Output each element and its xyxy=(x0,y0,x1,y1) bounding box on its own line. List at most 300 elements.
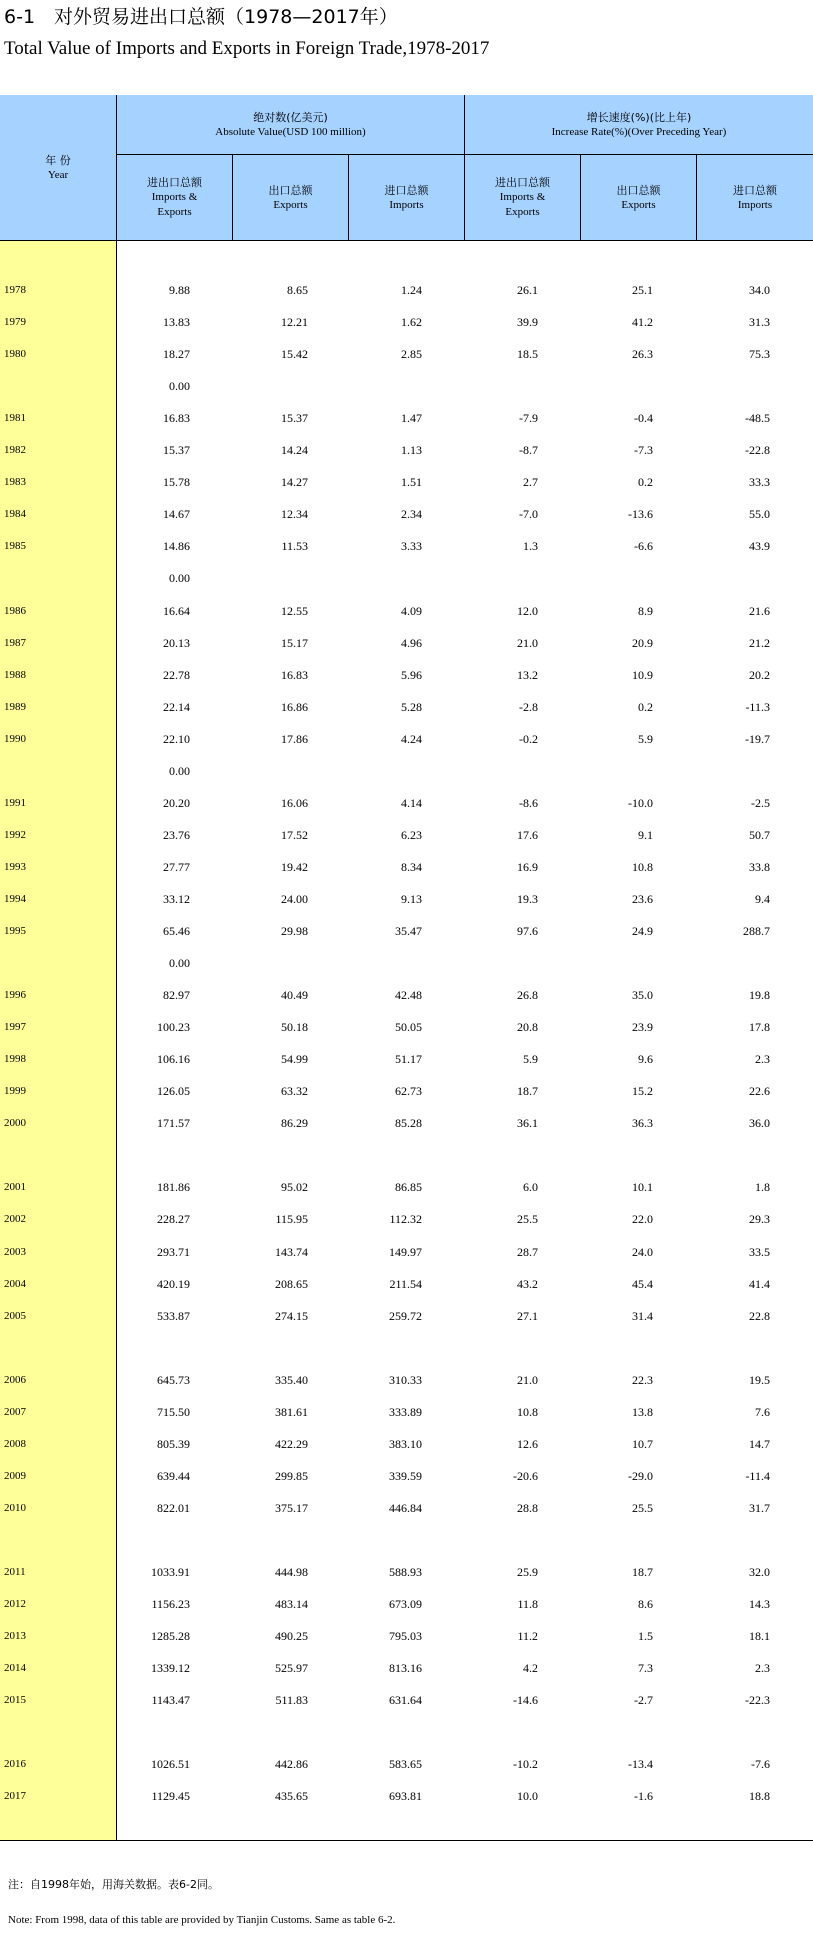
cell-r-total: 28.8 xyxy=(517,1500,538,1515)
cell-exp: 15.42 xyxy=(281,347,308,362)
cell-imp: 4.14 xyxy=(401,795,422,810)
cell-total: 228.27 xyxy=(157,1212,190,1227)
cell-total: 0.00 xyxy=(169,571,190,586)
cell-imp: 693.81 xyxy=(389,1789,422,1804)
row-year: 2010 xyxy=(4,1501,26,1514)
row-year: 1985 xyxy=(4,540,26,553)
cell-r-exp: 8.9 xyxy=(638,603,653,618)
cell-total: 100.23 xyxy=(157,1020,190,1035)
cell-total: 20.13 xyxy=(163,635,190,650)
cell-r-total: 17.6 xyxy=(517,827,538,842)
table-row xyxy=(0,1754,813,1774)
table-row xyxy=(0,1145,813,1165)
cell-total: 293.71 xyxy=(157,1244,190,1259)
cell-r-exp: 22.3 xyxy=(632,1372,653,1387)
cell-r-total: 20.8 xyxy=(517,1020,538,1035)
row-year: 1980 xyxy=(4,348,26,361)
cell-imp: 5.96 xyxy=(401,667,422,682)
cell-r-imp: -48.5 xyxy=(745,411,770,426)
table-row xyxy=(0,857,813,877)
header-abs-exports xyxy=(233,155,349,241)
cell-r-exp: 41.2 xyxy=(632,315,653,330)
table-row xyxy=(0,825,813,845)
cell-r-exp: -29.0 xyxy=(628,1468,653,1483)
cell-r-exp: 10.7 xyxy=(632,1436,653,1451)
table-row xyxy=(0,1081,813,1101)
cell-r-total: 28.7 xyxy=(517,1244,538,1259)
cell-r-exp: -6.6 xyxy=(634,539,653,554)
row-year: 1998 xyxy=(4,1053,26,1066)
cell-imp: 149.97 xyxy=(389,1244,422,1259)
cell-imp: 6.23 xyxy=(401,827,422,842)
cell-imp: 42.48 xyxy=(395,988,422,1003)
cell-exp: 14.24 xyxy=(281,443,308,458)
cell-exp: 54.99 xyxy=(281,1052,308,1067)
cell-total: 1339.12 xyxy=(151,1661,190,1676)
table-row xyxy=(0,761,813,781)
row-year: 2009 xyxy=(4,1469,26,1482)
cell-exp: 16.06 xyxy=(281,795,308,810)
cell-exp: 525.97 xyxy=(275,1661,308,1676)
cell-r-imp: 41.4 xyxy=(749,1276,770,1291)
cell-r-imp: 17.8 xyxy=(749,1020,770,1035)
cell-total: 822.01 xyxy=(157,1500,190,1515)
cell-r-exp: -2.7 xyxy=(634,1693,653,1708)
cell-total: 20.20 xyxy=(163,795,190,810)
table-row xyxy=(0,1209,813,1229)
cell-total: 14.67 xyxy=(163,507,190,522)
cell-total: 27.77 xyxy=(163,859,190,874)
row-year: 2017 xyxy=(4,1790,26,1803)
cell-exp: 143.74 xyxy=(275,1244,308,1259)
row-year: 2003 xyxy=(4,1245,26,1258)
cell-r-imp: 19.8 xyxy=(749,988,770,1003)
row-year: 1995 xyxy=(4,925,26,937)
cell-r-imp: 75.3 xyxy=(749,347,770,362)
table-row xyxy=(0,1626,813,1646)
cell-r-total: 1.3 xyxy=(523,539,538,554)
cell-imp: 4.96 xyxy=(401,635,422,650)
cell-exp: 274.15 xyxy=(275,1308,308,1323)
cell-r-total: 25.9 xyxy=(517,1565,538,1579)
cell-r-imp: 7.6 xyxy=(755,1404,770,1419)
cell-total: 1285.28 xyxy=(151,1629,190,1644)
table-row xyxy=(0,1306,813,1326)
cell-r-exp: -13.4 xyxy=(628,1757,653,1772)
header-abs-total xyxy=(117,155,233,241)
row-year: 1984 xyxy=(4,508,26,521)
cell-exp: 15.37 xyxy=(281,411,308,426)
row-year: 1979 xyxy=(4,316,26,329)
cell-r-total: 10.8 xyxy=(517,1404,538,1419)
cell-r-exp: 45.4 xyxy=(632,1276,653,1291)
cell-exp: 483.14 xyxy=(275,1597,308,1612)
cell-total: 639.44 xyxy=(157,1468,190,1483)
cell-exp: 442.86 xyxy=(275,1757,308,1772)
cell-r-total: -20.6 xyxy=(513,1468,538,1483)
cell-r-imp: 36.0 xyxy=(749,1116,770,1131)
header-rate-total-cn: 进出口总额 xyxy=(495,176,550,189)
row-year: 2015 xyxy=(4,1694,26,1707)
row-year: 2013 xyxy=(4,1630,26,1643)
cell-r-total: 27.1 xyxy=(517,1308,538,1323)
cell-r-total: -14.6 xyxy=(513,1693,538,1708)
table-row xyxy=(0,1370,813,1390)
row-year: 2007 xyxy=(4,1405,26,1418)
cell-r-exp: -10.0 xyxy=(628,795,653,810)
cell-imp: 310.33 xyxy=(389,1372,422,1387)
table-row xyxy=(0,1690,813,1710)
header-rate-cn: 增长速度(%)(比上年) xyxy=(586,110,692,124)
cell-r-total: 11.2 xyxy=(517,1629,538,1644)
header-total-cn: 进出口总额 xyxy=(147,176,202,189)
cell-exp: 14.27 xyxy=(281,475,308,490)
cell-exp: 208.65 xyxy=(275,1276,308,1291)
cell-r-imp: 2.3 xyxy=(755,1661,770,1676)
table-row xyxy=(0,1722,813,1742)
cell-r-exp: 5.9 xyxy=(638,731,653,746)
row-year: 1988 xyxy=(4,668,26,681)
cell-total: 0.00 xyxy=(169,763,190,778)
header-abs-imports xyxy=(349,155,465,241)
cell-r-imp: -11.4 xyxy=(745,1468,770,1483)
page-title-en: Total Value of Imports and Exports in Foreign Trade,1978-2017 xyxy=(4,38,490,59)
table-row xyxy=(0,1594,813,1614)
cell-r-total: 25.5 xyxy=(517,1212,538,1227)
header-rate-exp-en: Exports xyxy=(621,198,656,211)
cell-exp: 24.00 xyxy=(281,891,308,906)
cell-imp: 383.10 xyxy=(389,1436,422,1451)
cell-total: 1156.23 xyxy=(151,1597,190,1612)
table-row xyxy=(0,344,813,364)
row-year: 1993 xyxy=(4,860,26,873)
cell-r-total: 21.0 xyxy=(517,1372,538,1387)
table-row xyxy=(0,312,813,332)
cell-r-exp: -0.4 xyxy=(634,411,653,426)
cell-exp: 15.17 xyxy=(281,635,308,650)
table-row xyxy=(0,1017,813,1037)
cell-imp: 339.59 xyxy=(389,1468,422,1483)
row-year: 1989 xyxy=(4,700,26,713)
cell-imp: 9.13 xyxy=(401,891,422,906)
cell-imp: 1.62 xyxy=(401,315,422,330)
cell-exp: 29.98 xyxy=(281,924,308,938)
cell-total: 14.86 xyxy=(163,539,190,554)
cell-r-exp: 8.6 xyxy=(638,1597,653,1612)
cell-exp: 375.17 xyxy=(275,1500,308,1515)
table-row xyxy=(0,1562,813,1582)
cell-r-total: 18.7 xyxy=(517,1084,538,1099)
cell-r-total: 6.0 xyxy=(523,1180,538,1195)
cell-r-total: -7.0 xyxy=(519,507,538,522)
cell-imp: 112.32 xyxy=(389,1212,422,1227)
table-row xyxy=(0,633,813,653)
cell-r-imp: 14.7 xyxy=(749,1436,770,1451)
cell-exp: 17.86 xyxy=(281,731,308,746)
cell-r-total: 13.2 xyxy=(517,667,538,682)
cell-r-imp: -2.5 xyxy=(751,795,770,810)
cell-exp: 490.25 xyxy=(275,1629,308,1644)
cell-imp: 588.93 xyxy=(389,1565,422,1579)
cell-r-total: -10.2 xyxy=(513,1757,538,1772)
cell-imp: 1.24 xyxy=(401,283,422,297)
cell-r-imp: 33.8 xyxy=(749,859,770,874)
cell-exp: 381.61 xyxy=(275,1404,308,1419)
cell-imp: 4.24 xyxy=(401,731,422,746)
cell-exp: 12.21 xyxy=(281,315,308,330)
cell-imp: 5.28 xyxy=(401,699,422,714)
table-row xyxy=(0,793,813,813)
cell-exp: 435.65 xyxy=(275,1789,308,1804)
cell-imp: 1.51 xyxy=(401,475,422,490)
cell-imp: 4.09 xyxy=(401,603,422,618)
cell-r-exp: 10.8 xyxy=(632,859,653,874)
cell-total: 15.37 xyxy=(163,443,190,458)
cell-r-total: 2.7 xyxy=(523,475,538,490)
cell-total: 0.00 xyxy=(169,379,190,394)
header-rate-imports xyxy=(697,155,813,241)
cell-r-exp: 22.0 xyxy=(632,1212,653,1227)
cell-r-total: 43.2 xyxy=(517,1276,538,1291)
cell-r-imp: 1.8 xyxy=(755,1180,770,1195)
cell-r-imp: 22.6 xyxy=(749,1084,770,1099)
table-row xyxy=(0,1274,813,1294)
cell-r-total: 18.5 xyxy=(517,347,538,362)
header-abs-en: Absolute Value(USD 100 million) xyxy=(215,125,366,138)
cell-total: 1026.51 xyxy=(151,1757,190,1772)
header-year-cn: 年 份 xyxy=(45,153,71,167)
cell-r-exp: 26.3 xyxy=(632,347,653,362)
table-row xyxy=(0,376,813,396)
cell-r-total: -2.8 xyxy=(519,699,538,714)
cell-exp: 63.32 xyxy=(281,1084,308,1099)
row-year: 1994 xyxy=(4,892,26,905)
row-year: 2005 xyxy=(4,1309,26,1322)
cell-exp: 115.95 xyxy=(275,1212,308,1227)
cell-imp: 2.85 xyxy=(401,347,422,362)
row-year: 1986 xyxy=(4,604,26,617)
table-row xyxy=(0,1498,813,1518)
note-cn: 注：自1998年始，用海关数据。表6-2同。 xyxy=(8,1878,219,1891)
cell-imp: 259.72 xyxy=(389,1308,422,1323)
cell-imp: 62.73 xyxy=(395,1084,422,1099)
cell-total: 22.14 xyxy=(163,699,190,714)
cell-total: 645.73 xyxy=(157,1372,190,1387)
table-header xyxy=(0,95,813,241)
cell-r-total: 97.6 xyxy=(517,924,538,938)
cell-r-total: -8.6 xyxy=(519,795,538,810)
table-row xyxy=(0,408,813,428)
cell-exp: 422.29 xyxy=(275,1436,308,1451)
cell-r-imp: 29.3 xyxy=(749,1212,770,1227)
table-row xyxy=(0,601,813,621)
header-absolute-value xyxy=(117,95,465,155)
row-year: 2008 xyxy=(4,1437,26,1450)
cell-total: 9.88 xyxy=(169,283,190,297)
cell-r-imp: -7.6 xyxy=(751,1757,770,1772)
header-imp-cn: 进口总额 xyxy=(384,183,429,197)
cell-r-total: 26.8 xyxy=(517,988,538,1003)
cell-r-imp: 43.9 xyxy=(749,539,770,554)
header-year xyxy=(0,95,117,241)
table-row xyxy=(0,1338,813,1358)
table-row xyxy=(0,1049,813,1069)
row-year: 2014 xyxy=(4,1662,26,1675)
cell-exp: 8.65 xyxy=(287,283,308,297)
cell-r-total: -8.7 xyxy=(519,443,538,458)
cell-r-imp: 18.8 xyxy=(749,1789,770,1804)
cell-imp: 446.84 xyxy=(389,1500,422,1515)
cell-total: 715.50 xyxy=(157,1404,190,1419)
cell-imp: 795.03 xyxy=(389,1629,422,1644)
cell-r-imp: 20.2 xyxy=(749,667,770,682)
cell-r-total: 10.0 xyxy=(517,1789,538,1804)
cell-r-imp: 22.8 xyxy=(749,1308,770,1323)
cell-imp: 673.09 xyxy=(389,1597,422,1612)
cell-exp: 95.02 xyxy=(281,1180,308,1195)
cell-r-imp: 19.5 xyxy=(749,1372,770,1387)
cell-r-exp: 13.8 xyxy=(632,1404,653,1419)
cell-total: 171.57 xyxy=(157,1116,190,1131)
cell-r-exp: 1.5 xyxy=(638,1629,653,1644)
cell-r-imp: -19.7 xyxy=(745,731,770,746)
cell-r-total: 12.0 xyxy=(517,603,538,618)
header-rate-total-en1: Imports & xyxy=(499,191,546,203)
table-row xyxy=(0,697,813,717)
cell-r-imp: 14.3 xyxy=(749,1597,770,1612)
cell-r-imp: 33.5 xyxy=(749,1244,770,1259)
cell-exp: 12.34 xyxy=(281,507,308,522)
cell-r-exp: 23.9 xyxy=(632,1020,653,1035)
cell-imp: 333.89 xyxy=(389,1404,422,1419)
row-year: 1982 xyxy=(4,444,26,457)
header-total-en1: Imports & xyxy=(151,191,198,203)
cell-total: 1129.45 xyxy=(151,1789,190,1804)
cell-imp: 583.65 xyxy=(389,1757,422,1772)
cell-r-total: -7.9 xyxy=(519,411,538,426)
cell-r-imp: 32.0 xyxy=(749,1565,770,1579)
cell-exp: 444.98 xyxy=(275,1565,308,1579)
header-year-en: Year xyxy=(47,168,69,181)
header-exp-en: Exports xyxy=(273,198,308,211)
cell-r-imp: 33.3 xyxy=(749,475,770,490)
row-year: 1996 xyxy=(4,989,26,1002)
cell-r-exp: 31.4 xyxy=(632,1308,653,1323)
row-year: 2011 xyxy=(4,1566,26,1578)
cell-exp: 50.18 xyxy=(281,1020,308,1035)
table-row xyxy=(0,1242,813,1262)
cell-r-total: 26.1 xyxy=(517,283,538,297)
cell-total: 181.86 xyxy=(157,1180,190,1195)
cell-r-total: 39.9 xyxy=(517,315,538,330)
cell-imp: 85.28 xyxy=(395,1116,422,1131)
table-row xyxy=(0,504,813,524)
table-row xyxy=(0,889,813,909)
row-year: 1992 xyxy=(4,828,26,841)
cell-r-total: 11.8 xyxy=(517,1597,538,1612)
cell-r-imp: 31.3 xyxy=(749,315,770,330)
cell-r-total: 5.9 xyxy=(523,1052,538,1067)
cell-exp: 299.85 xyxy=(275,1468,308,1483)
table-row xyxy=(0,985,813,1005)
cell-total: 533.87 xyxy=(157,1308,190,1323)
cell-total: 15.78 xyxy=(163,475,190,490)
table-row xyxy=(0,280,813,300)
cell-total: 805.39 xyxy=(157,1436,190,1451)
cell-r-exp: 10.9 xyxy=(632,667,653,682)
row-year: 1981 xyxy=(4,412,26,425)
cell-imp: 2.34 xyxy=(401,507,422,522)
cell-r-total: 21.0 xyxy=(517,635,538,650)
cell-r-imp: -22.3 xyxy=(745,1693,770,1708)
row-year: 1990 xyxy=(4,732,26,745)
row-year: 2016 xyxy=(4,1758,26,1771)
cell-exp: 17.52 xyxy=(281,827,308,842)
cell-total: 23.76 xyxy=(163,827,190,842)
header-total-en2: Exports xyxy=(157,206,192,218)
cell-r-exp: 15.2 xyxy=(632,1084,653,1099)
cell-r-imp: -22.8 xyxy=(745,443,770,458)
table-row xyxy=(0,1402,813,1422)
cell-imp: 8.34 xyxy=(401,859,422,874)
header-exp-cn: 出口总额 xyxy=(268,183,313,197)
cell-total: 65.46 xyxy=(163,924,190,938)
cell-exp: 16.83 xyxy=(281,667,308,682)
cell-r-exp: 0.2 xyxy=(638,475,653,490)
row-year: 2012 xyxy=(4,1598,26,1611)
header-rate-total xyxy=(465,155,581,241)
row-year: 2001 xyxy=(4,1181,26,1194)
cell-total: 0.00 xyxy=(169,956,190,971)
table-row xyxy=(0,1434,813,1454)
row-year: 1999 xyxy=(4,1085,26,1098)
cell-total: 22.78 xyxy=(163,667,190,682)
cell-r-total: -0.2 xyxy=(519,731,538,746)
cell-r-exp: -7.3 xyxy=(634,443,653,458)
cell-r-exp: 25.1 xyxy=(632,283,653,297)
row-year: 1983 xyxy=(4,476,26,489)
cell-r-exp: -13.6 xyxy=(628,507,653,522)
cell-imp: 35.47 xyxy=(395,924,422,938)
table-row xyxy=(0,440,813,460)
row-year: 2004 xyxy=(4,1277,26,1290)
note-en: Note: From 1998, data of this table are provided by Tianjin Customs. Same as table 6-2. xyxy=(8,1914,396,1926)
row-year: 1987 xyxy=(4,636,26,649)
header-rate-total-en2: Exports xyxy=(505,206,540,218)
cell-imp: 86.85 xyxy=(395,1180,422,1195)
cell-r-imp: 50.7 xyxy=(749,827,770,842)
page-title-cn: 6-1 对外贸易进出口总额（1978—2017年） xyxy=(4,6,398,28)
cell-imp: 1.13 xyxy=(401,443,422,458)
table-row xyxy=(0,568,813,588)
cell-exp: 40.49 xyxy=(281,988,308,1003)
cell-total: 33.12 xyxy=(163,891,190,906)
cell-r-total: 36.1 xyxy=(517,1116,538,1131)
cell-total: 16.83 xyxy=(163,411,190,426)
cell-imp: 631.64 xyxy=(389,1693,422,1708)
table-row xyxy=(0,1177,813,1197)
header-rate-en: Increase Rate(%)(Over Preceding Year) xyxy=(551,125,727,138)
cell-r-total: 16.9 xyxy=(517,859,538,874)
row-year: 1991 xyxy=(4,796,26,809)
row-year: 2002 xyxy=(4,1213,26,1226)
table-row xyxy=(0,953,813,973)
cell-r-imp: 21.6 xyxy=(749,603,770,618)
cell-r-exp: 9.1 xyxy=(638,827,653,842)
cell-exp: 335.40 xyxy=(275,1372,308,1387)
cell-exp: 86.29 xyxy=(281,1116,308,1131)
cell-imp: 1.47 xyxy=(401,411,422,426)
